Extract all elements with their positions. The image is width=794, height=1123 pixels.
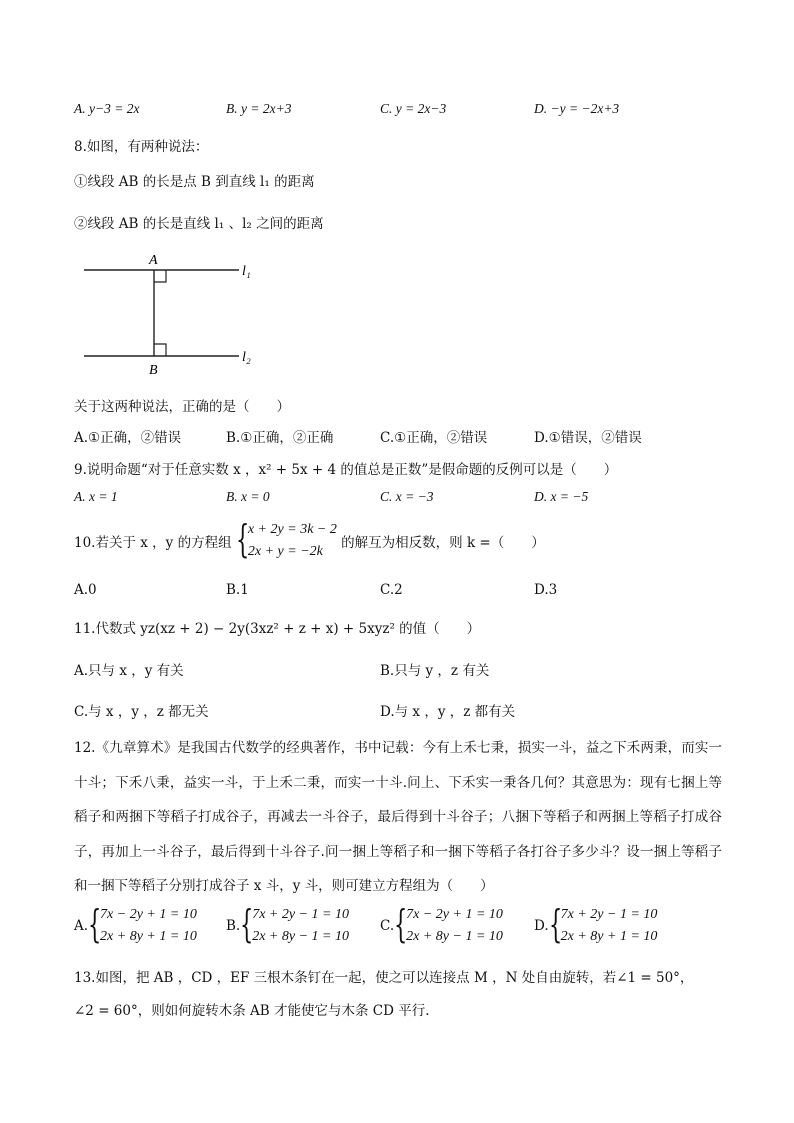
right-angle-mark-a: [154, 270, 166, 282]
q11-option-a: A.只与 x ，y 有关: [74, 663, 184, 679]
q12-option-c-system: [394, 904, 503, 948]
q8-option-c: C.①正确，②错误: [380, 430, 488, 446]
q8-option-b: B.①正确，②正确: [226, 430, 334, 446]
q11-stem: 11.代数式 yz(xz + 2) − 2y(3xz² + z + x) + 5xyz² 的值（ ）: [74, 621, 481, 637]
q7-option-c: C. y = 2x−3: [380, 101, 447, 116]
q9-option-b: B. x = 0: [226, 489, 270, 504]
q12-option-b-brace: {: [240, 902, 254, 946]
q11-option-c: C.与 x ，y ，z 都无关: [74, 704, 209, 720]
q8-figure: [74, 248, 274, 380]
q12-option-c-brace: {: [394, 902, 408, 946]
q8-stem: 8.如图，有两种说法：: [74, 139, 209, 155]
q12-text: 12.《九章算术》是我国古代数学的经典著作，书中记载：今有上禾七秉，损实一斗，益之下禾两秉，而实一十斗；下禾八秉，益实一斗，于上禾二秉，而实一十斗.问上、下禾实一秉各几何？其意思为：现有七捆上等稻子和两捆下等稻子打成谷子，再减去一斗谷子，最后得到十斗谷子；八捆下等稻子和两捆上等稻子打成谷子，再加上一斗谷子，最后得到十斗谷子.问一捆上等稻子和一捆下等稻子各打谷子多少斗？设一捆上等稻子和一捆下等稻子分别打成谷子 x 斗，y 斗，则可建立方程组为（ ）: [74, 740, 722, 894]
q13-line-2: ∠2 = 60°，则如何旋转木条 AB 才能使它与木条 CD 平行.: [74, 1003, 430, 1019]
q10-option-c: C.2: [380, 582, 403, 598]
line-l1-label: l₁: [242, 264, 251, 279]
q9-option-c: C. x = −3: [380, 489, 434, 504]
q9-option-a: A. x = 1: [74, 489, 118, 504]
q10-brace: {: [235, 517, 250, 561]
q9-option-d: D. x = −5: [534, 489, 589, 504]
q12-option-b-eq1: 7x + 2y − 1 = 10: [252, 907, 349, 922]
q12-option-c-label: C.: [380, 918, 395, 934]
q10-stem-pre: 10.若关于 x ，y 的方程组: [74, 535, 232, 551]
right-angle-mark-b: [154, 344, 166, 356]
q12-option-c-eq2: 2x + 8y − 1 = 10: [406, 929, 503, 944]
point-a-label: A: [149, 253, 158, 268]
q8-option-a: A.①正确，②错误: [74, 430, 182, 446]
q11-option-b: B.只与 y ，z 有关: [380, 663, 490, 679]
q12-option-d: [534, 904, 657, 948]
q12-option-d-eq1: 7x + 2y − 1 = 10: [560, 907, 658, 922]
q12-option-c: [380, 904, 503, 948]
q8-question: 关于这两种说法，正确的是（ ）: [74, 399, 290, 415]
q12-option-b-label: B.: [226, 918, 241, 934]
q10-stem: [74, 519, 545, 563]
q7-option-d: D. −y = −2x+3: [534, 101, 620, 116]
q12-option-d-eq2: 2x + 8y + 1 = 10: [560, 929, 658, 944]
q10-equation-system: [236, 519, 337, 563]
q12-option-d-system: [549, 904, 658, 948]
q13-line-1: 13.如图，把 AB ，CD ，EF 三根木条钉在一起，使之可以连接点 M ，N 处自由旋转，若∠1 = 50°，: [74, 970, 694, 986]
q10-equation-1: x + 2y = 3k − 2: [247, 522, 337, 537]
q12-option-d-brace: {: [548, 902, 562, 946]
q12-option-c-eq1: 7x − 2y + 1 = 10: [406, 907, 503, 922]
q12-option-a-eq1: 7x − 2y + 1 = 10: [100, 907, 197, 922]
q7-option-a: A. y−3 = 2x: [74, 101, 140, 116]
q12-option-a-label: A.: [74, 918, 89, 934]
q12-option-a-brace: {: [88, 902, 102, 946]
q8-statement-2: ②线段 AB 的长是直线 l₁ 、l₂ 之间的距离: [74, 216, 324, 232]
q10-option-d: D.3: [534, 582, 558, 598]
q10-option-b: B.1: [226, 582, 249, 598]
q10-stem-post: 的解互为相反数，则 k =（ ）: [341, 535, 545, 551]
q12-option-a-eq2: 2x + 8y + 1 = 10: [100, 929, 197, 944]
q12-option-d-label: D.: [534, 918, 549, 934]
q8-option-d: D.①错误，②错误: [534, 430, 642, 446]
q10-equation-2: 2x + y = −2k: [247, 544, 323, 559]
point-b-label: B: [149, 363, 158, 378]
q10-option-a: A.0: [74, 582, 97, 598]
q8-statement-1: ①线段 AB 的长是点 B 到直线 l₁ 的距离: [74, 174, 315, 190]
q12-option-b-eq2: 2x + 8y − 1 = 10: [252, 929, 349, 944]
q9-stem: 9.说明命题“对于任意实数 x ，x² + 5x + 4 的值总是正数”是假命题的反例可以是（ ）: [74, 462, 618, 478]
q12-option-a: [74, 904, 197, 948]
q7-option-b: B. y = 2x+3: [226, 101, 292, 116]
q12-option-b: [226, 904, 349, 948]
q11-option-d: D.与 x ，y ，z 都有关: [380, 704, 516, 720]
line-l2-label: l₂: [242, 350, 251, 365]
q12-option-a-system: [88, 904, 197, 948]
q12-option-b-system: [240, 904, 349, 948]
